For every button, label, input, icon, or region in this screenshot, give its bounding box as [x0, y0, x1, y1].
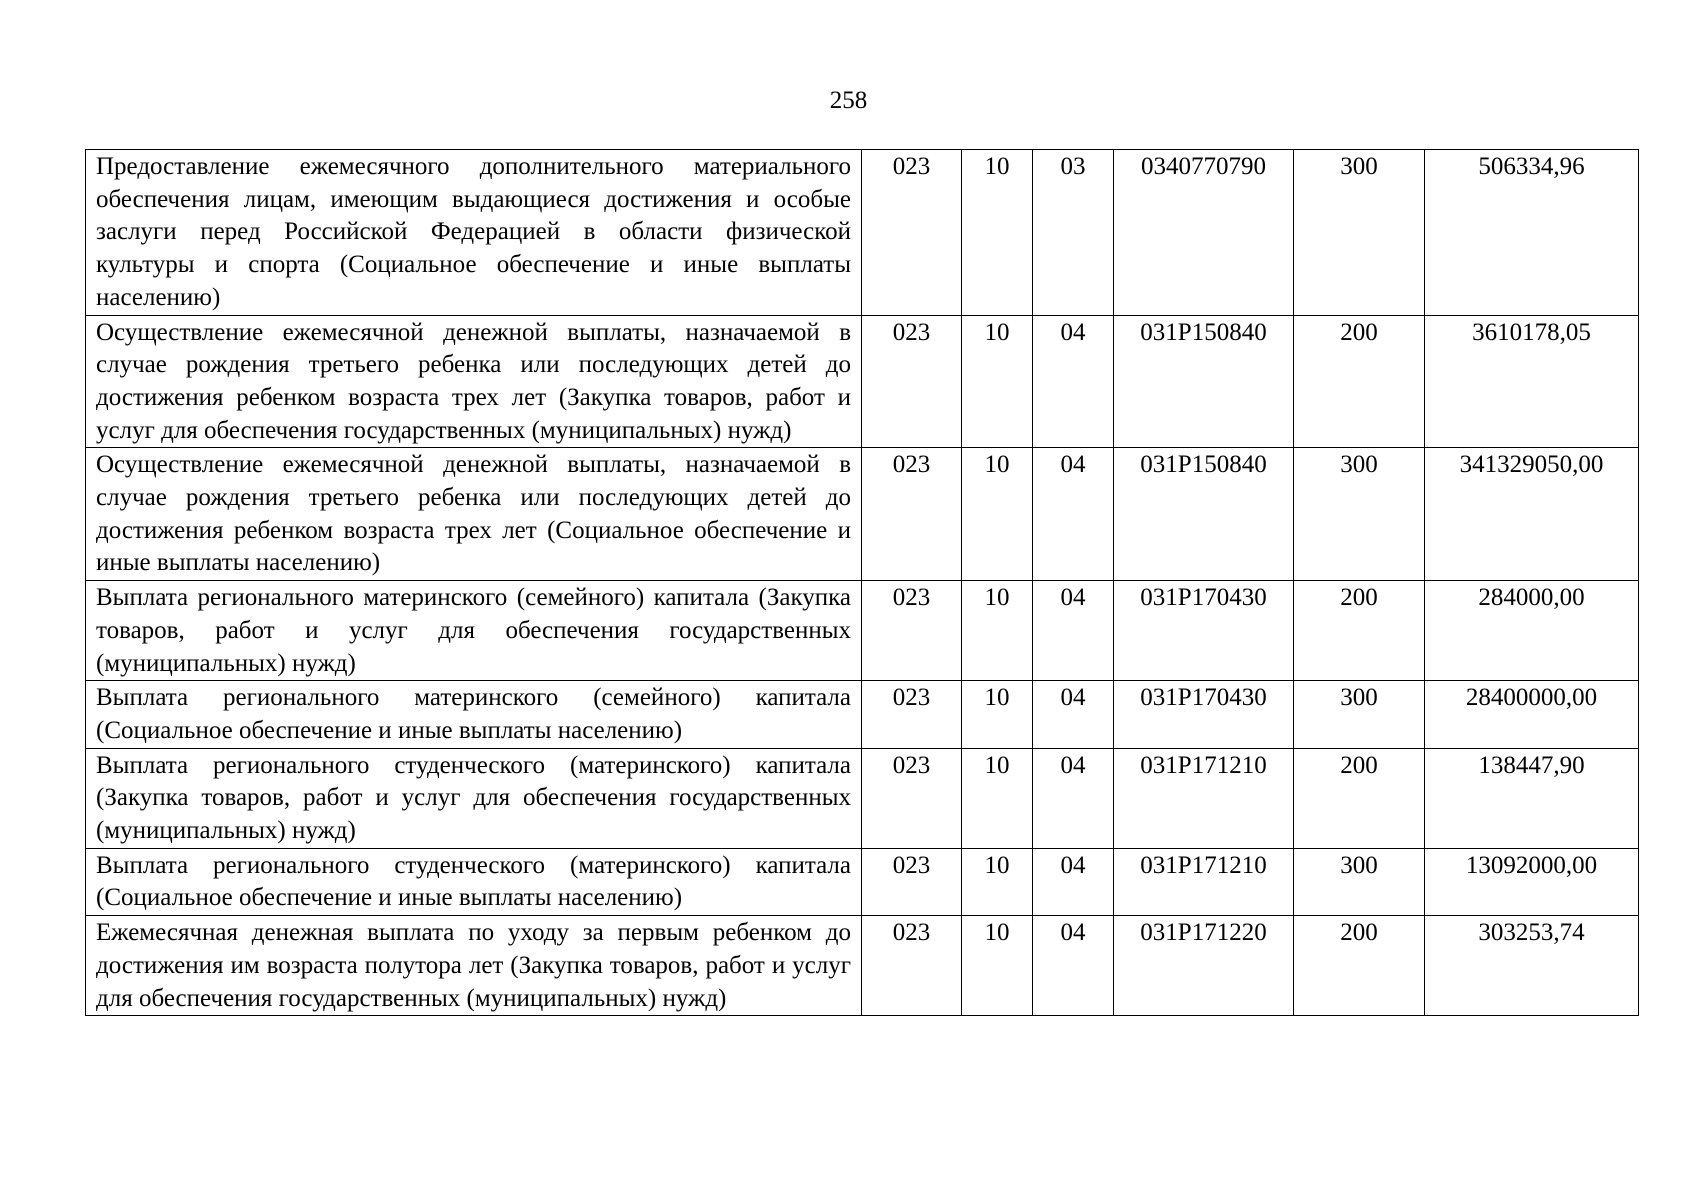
row-section-code: 10 — [962, 748, 1033, 848]
row-ministry-code: 023 — [862, 848, 962, 915]
row-target-article: 031P171210 — [1114, 848, 1294, 915]
table-row — [86, 315, 1639, 448]
row-ministry-code: 023 — [862, 748, 962, 848]
row-section-code: 10 — [962, 315, 1033, 448]
table-row — [86, 916, 1639, 1016]
table-row — [86, 150, 1639, 316]
row-expense-type: 200 — [1294, 315, 1425, 448]
row-ministry-code: 023 — [862, 681, 962, 748]
row-amount: 506334,96 — [1425, 150, 1639, 316]
row-section-code: 10 — [962, 681, 1033, 748]
row-subsection-code: 04 — [1033, 448, 1114, 581]
row-target-article: 0340770790 — [1114, 150, 1294, 316]
row-description: Выплата регионального студенческого (материнского) капитала (Социальное обеспечение и иные выплаты населению) — [86, 848, 862, 915]
row-description: Осуществление ежемесячной денежной выплаты, назначаемой в случае рождения третьего ребенка или последующих детей до достижения ребенком возраста трех лет (Социальное обеспечение и иные выплаты населению) — [86, 448, 862, 581]
row-subsection-code: 04 — [1033, 581, 1114, 681]
row-target-article: 031P150840 — [1114, 315, 1294, 448]
row-ministry-code: 023 — [862, 916, 962, 1016]
table-row — [86, 848, 1639, 915]
row-amount: 13092000,00 — [1425, 848, 1639, 915]
row-expense-type: 300 — [1294, 448, 1425, 581]
table-row — [86, 581, 1639, 681]
row-description: Ежемесячная денежная выплата по уходу за первым ребенком до достижения им возраста полутора лет (Закупка товаров, работ и услуг для обеспечения государственных (муниципальных) нужд) — [86, 916, 862, 1016]
row-subsection-code: 04 — [1033, 315, 1114, 448]
row-section-code: 10 — [962, 150, 1033, 316]
row-description: Выплата регионального студенческого (материнского) капитала (Закупка товаров, работ и услуг для обеспечения государственных (муниципальных) нужд) — [86, 748, 862, 848]
row-expense-type: 200 — [1294, 916, 1425, 1016]
row-ministry-code: 023 — [862, 448, 962, 581]
row-target-article: 031P171220 — [1114, 916, 1294, 1016]
table-row — [86, 681, 1639, 748]
row-section-code: 10 — [962, 848, 1033, 915]
row-section-code: 10 — [962, 581, 1033, 681]
row-subsection-code: 04 — [1033, 748, 1114, 848]
row-subsection-code: 04 — [1033, 681, 1114, 748]
row-subsection-code: 04 — [1033, 916, 1114, 1016]
row-expense-type: 300 — [1294, 681, 1425, 748]
row-section-code: 10 — [962, 916, 1033, 1016]
row-target-article: 031P171210 — [1114, 748, 1294, 848]
row-description: Выплата регионального материнского (семейного) капитала (Закупка товаров, работ и услуг для обеспечения государственных (муниципальных) нужд) — [86, 581, 862, 681]
row-amount: 138447,90 — [1425, 748, 1639, 848]
row-section-code: 10 — [962, 448, 1033, 581]
table-row — [86, 448, 1639, 581]
row-amount: 3610178,05 — [1425, 315, 1639, 448]
row-ministry-code: 023 — [862, 150, 962, 316]
row-target-article: 031P170430 — [1114, 581, 1294, 681]
row-subsection-code: 03 — [1033, 150, 1114, 316]
row-ministry-code: 023 — [862, 315, 962, 448]
row-target-article: 031P170430 — [1114, 681, 1294, 748]
row-amount: 284000,00 — [1425, 581, 1639, 681]
row-ministry-code: 023 — [862, 581, 962, 681]
row-expense-type: 300 — [1294, 848, 1425, 915]
budget-table — [85, 149, 1639, 1016]
table-row — [86, 748, 1639, 848]
row-expense-type: 200 — [1294, 581, 1425, 681]
row-description: Предоставление ежемесячного дополнительного материального обеспечения лицам, имеющим выдающиеся достижения и особые заслуги перед Российской Федерацией в области физической культуры и спорта (Социальное обеспечение и иные выплаты населению) — [86, 150, 862, 316]
row-target-article: 031P150840 — [1114, 448, 1294, 581]
row-amount: 303253,74 — [1425, 916, 1639, 1016]
row-expense-type: 200 — [1294, 748, 1425, 848]
row-subsection-code: 04 — [1033, 848, 1114, 915]
page-number: 258 — [829, 87, 868, 114]
row-description: Осуществление ежемесячной денежной выплаты, назначаемой в случае рождения третьего ребенка или последующих детей до достижения ребенком возраста трех лет (Закупка товаров, работ и услуг для обеспечения государственных (муниципальных) нужд) — [86, 315, 862, 448]
row-expense-type: 300 — [1294, 150, 1425, 316]
row-description: Выплата регионального материнского (семейного) капитала (Социальное обеспечение и иные выплаты населению) — [86, 681, 862, 748]
row-amount: 28400000,00 — [1425, 681, 1639, 748]
row-amount: 341329050,00 — [1425, 448, 1639, 581]
